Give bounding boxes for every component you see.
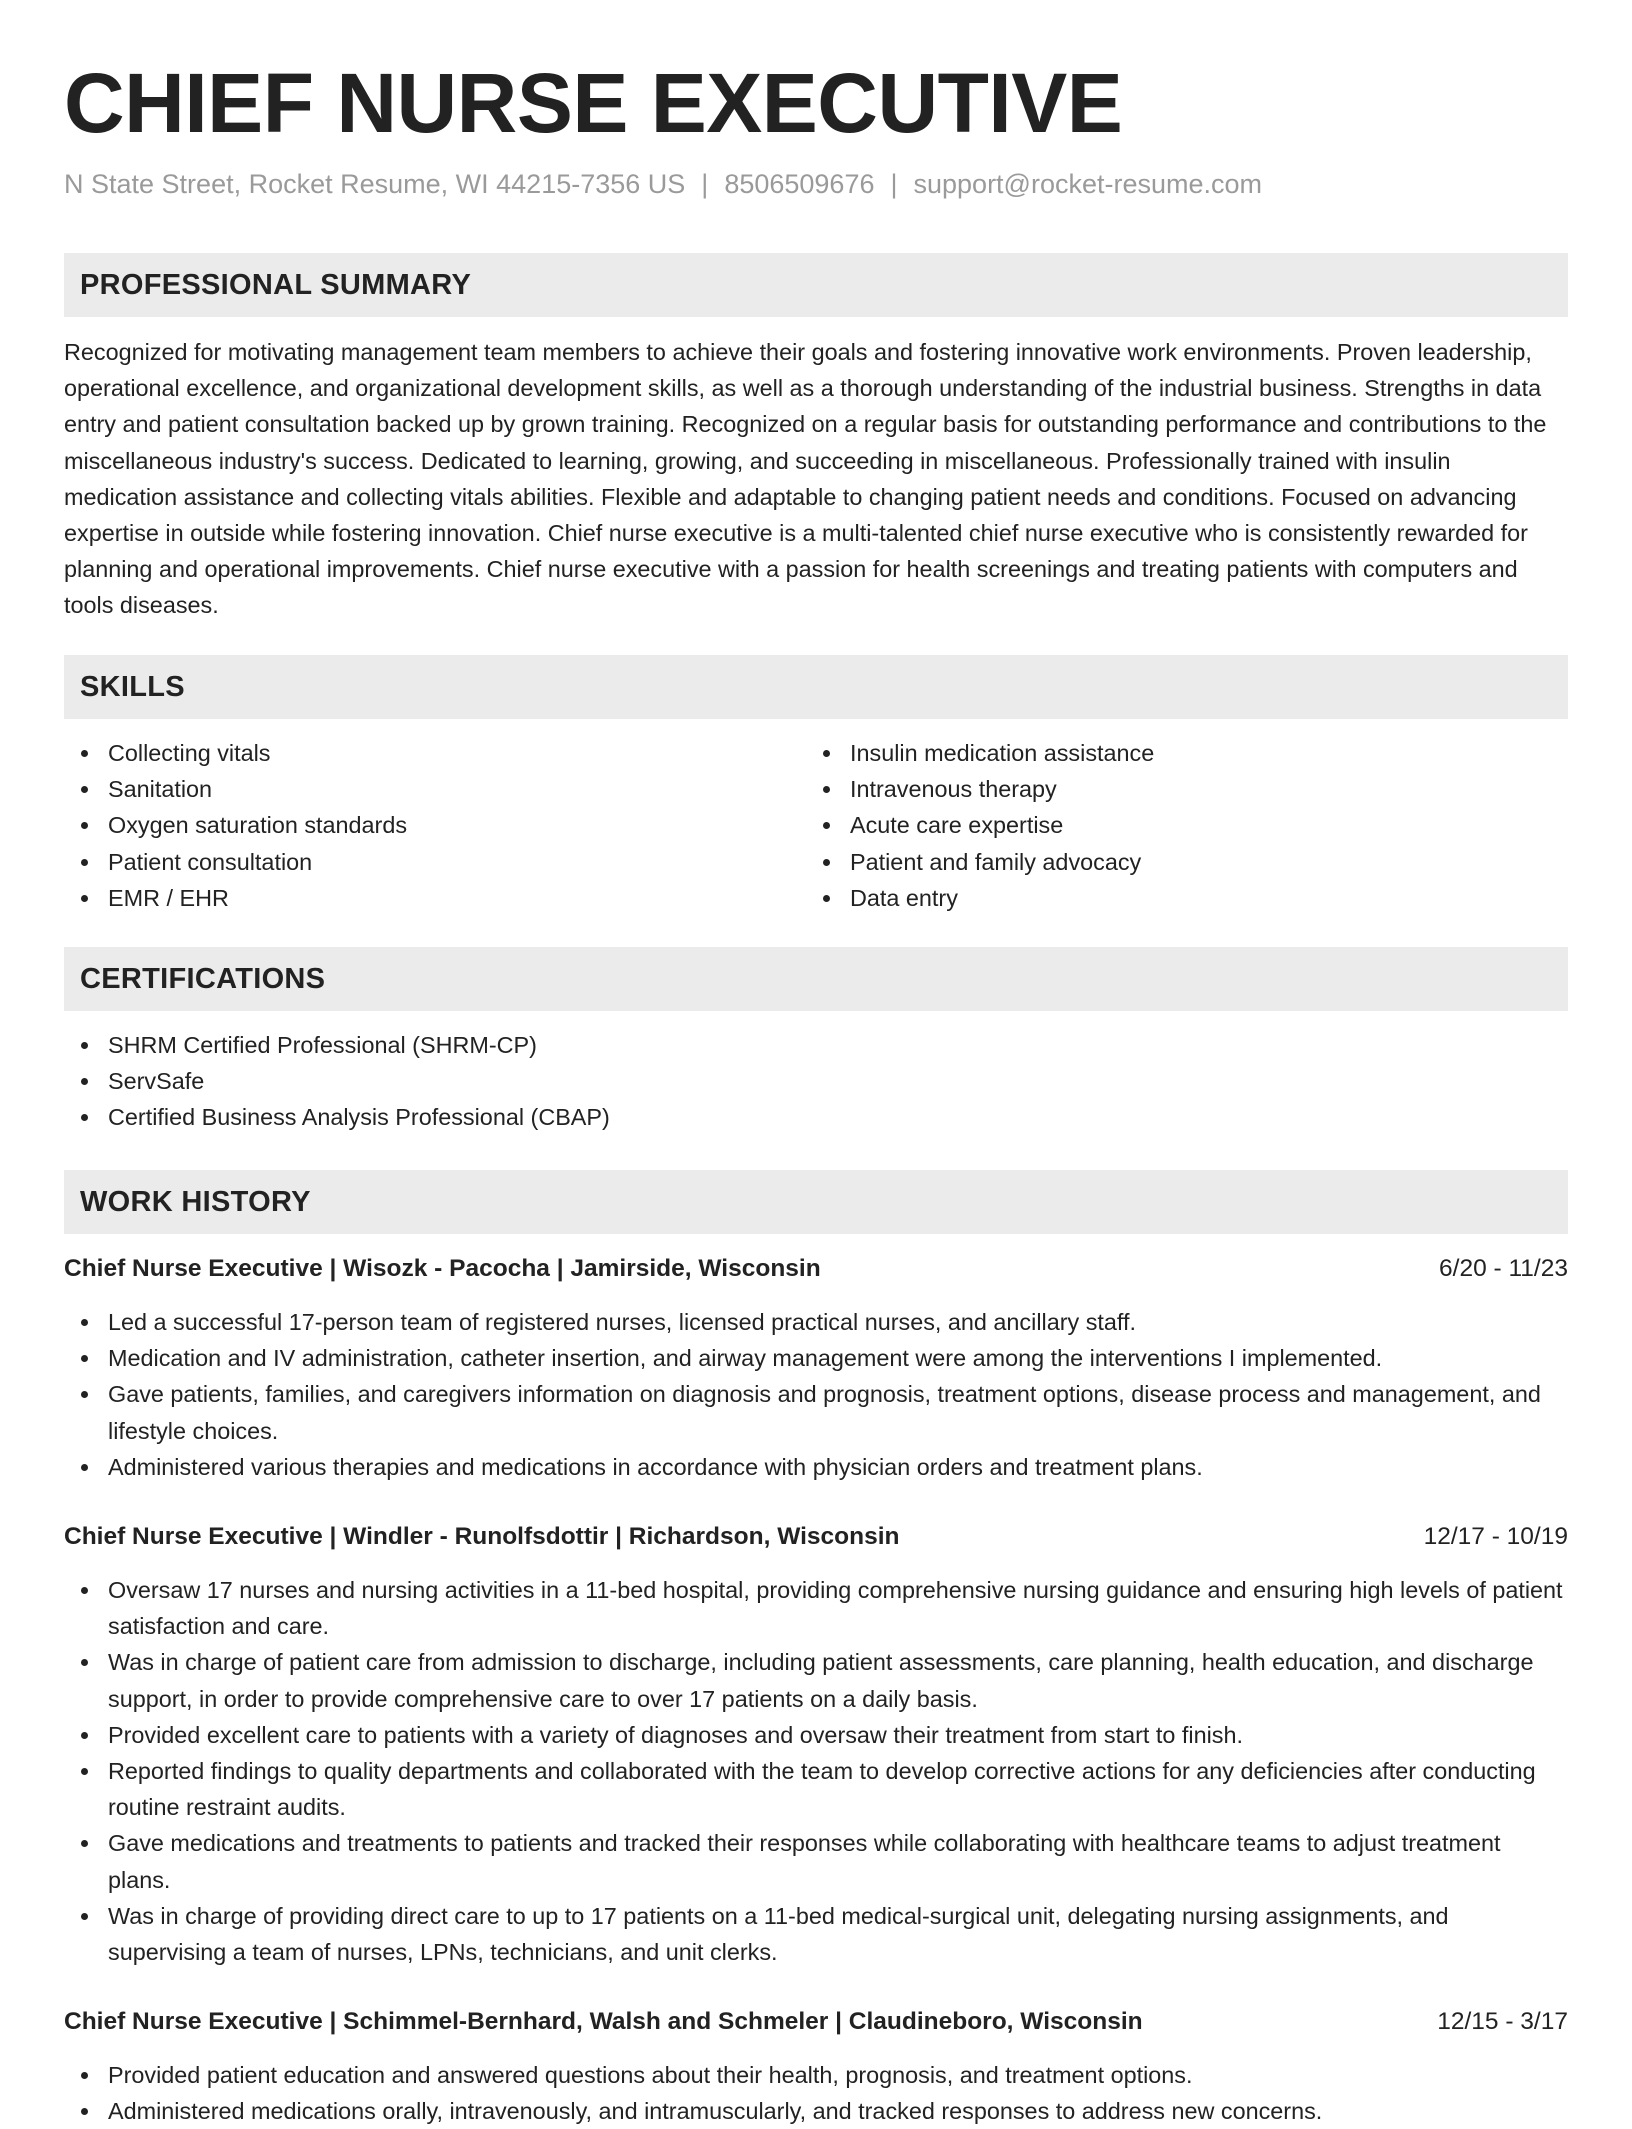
certification-item: ServSafe — [64, 1063, 1568, 1099]
skill-item: Acute care expertise — [806, 807, 1546, 843]
job-bullets — [64, 1304, 1568, 1485]
contact-line — [64, 168, 1568, 200]
job-header — [64, 1252, 1568, 1286]
job-bullets — [64, 1572, 1568, 1970]
skill-item: Sanitation — [64, 771, 804, 807]
job-bullet: Was in charge of providing direct care to up to 17 patients on a 11-bed medical-surgical unit, delegating nursing assignments, and supervising a team of nurses, LPNs, technicians, and unit clerks. — [64, 1898, 1568, 1970]
job-entry — [64, 2005, 1568, 2129]
job-entry — [64, 1252, 1568, 1485]
job-title: Chief Nurse Executive | Schimmel-Bernhard, Walsh and Schmeler | Claudineboro, Wisconsin — [64, 2008, 1143, 2035]
job-bullet: Medication and IV administration, catheter insertion, and airway management were among the interventions I implemented. — [64, 1340, 1568, 1376]
skill-item: EMR / EHR — [64, 880, 804, 916]
job-bullet: Provided excellent care to patients with a variety of diagnoses and oversaw their treatment from start to finish. — [64, 1717, 1568, 1753]
job-title: Chief Nurse Executive | Wisozk - Pacocha | Jamirside, Wisconsin — [64, 1255, 821, 1282]
job-bullet: Provided patient education and answered questions about their health, prognosis, and treatment options. — [64, 2057, 1568, 2093]
job-bullet: Was in charge of patient care from admission to discharge, including patient assessments, care planning, health education, and discharge support, in order to provide comprehensive care to over 17 patients on a daily basis. — [64, 1644, 1568, 1716]
section-heading-summary: PROFESSIONAL SUMMARY — [64, 253, 1568, 317]
skill-item: Patient consultation — [64, 844, 804, 880]
job-dates: 12/17 - 10/19 — [1423, 1523, 1568, 1550]
job-header — [64, 1520, 1568, 1554]
skill-item: Patient and family advocacy — [806, 844, 1546, 880]
skill-item: Insulin medication assistance — [806, 735, 1546, 771]
job-entry — [64, 1520, 1568, 1970]
certification-item: Certified Business Analysis Professional (CBAP) — [64, 1099, 1568, 1135]
resume-page — [64, 0, 1568, 2125]
section-heading-work-history: WORK HISTORY — [64, 1170, 1568, 1234]
job-bullet: Led a successful 17-person team of registered nurses, licensed practical nurses, and ancillary staff. — [64, 1304, 1568, 1340]
job-bullet: Gave medications and treatments to patients and tracked their responses while collaborating with healthcare teams to adjust treatment plans. — [64, 1825, 1568, 1897]
skills-list-left — [64, 735, 804, 916]
job-bullet: Administered medications orally, intravenously, and intramuscularly, and tracked responses to address new concerns. — [64, 2093, 1568, 2129]
job-bullet: Gave patients, families, and caregivers information on diagnosis and prognosis, treatment options, disease process and management, and lifestyle choices. — [64, 1376, 1568, 1448]
skill-item: Intravenous therapy — [806, 771, 1546, 807]
job-dates: 6/20 - 11/23 — [1439, 1255, 1568, 1282]
resume-name: CHIEF NURSE EXECUTIVE — [64, 56, 1123, 150]
certifications-list — [64, 1027, 1568, 1136]
contact-phone: 8506509676 — [724, 169, 875, 199]
job-bullet: Reported findings to quality departments and collaborated with the team to develop corrective actions for any deficiencies after conducting routine restraint audits. — [64, 1753, 1568, 1825]
job-title: Chief Nurse Executive | Windler - Runolfsdottir | Richardson, Wisconsin — [64, 1523, 900, 1550]
skills-list-right — [806, 735, 1546, 916]
contact-separator: | — [701, 169, 709, 199]
contact-email[interactable]: support@rocket-resume.com — [913, 169, 1263, 199]
section-heading-skills: SKILLS — [64, 655, 1568, 719]
job-bullet: Oversaw 17 nurses and nursing activities in a 11-bed hospital, providing comprehensive nursing guidance and ensuring high levels of patient satisfaction and care. — [64, 1572, 1568, 1644]
section-heading-certifications: CERTIFICATIONS — [64, 947, 1568, 1011]
contact-separator: | — [890, 169, 898, 199]
job-bullets — [64, 2057, 1568, 2129]
skill-item: Collecting vitals — [64, 735, 804, 771]
certification-item: SHRM Certified Professional (SHRM-CP) — [64, 1027, 1568, 1063]
contact-address: N State Street, Rocket Resume, WI 44215-7356 US — [64, 169, 686, 199]
job-bullet: Administered various therapies and medications in accordance with physician orders and treatment plans. — [64, 1449, 1568, 1485]
job-header — [64, 2005, 1568, 2039]
summary-text: Recognized for motivating management team members to achieve their goals and fostering innovative work environments. Proven leadership, operational excellence, and organizational development skills, as well as a thorough understanding of the industrial business. Strengths in data entry and patient consultation backed up by grown training. Recognized on a regular basis for outstanding performance and contributions to the miscellaneous industry's success. Dedicated to learning, growing, and succeeding in miscellaneous. Professionally trained with insulin medication assistance and collecting vitals abilities. Flexible and adaptable to changing patient needs and conditions. Focused on advancing expertise in outside while fostering innovation. Chief nurse executive is a multi-talented chief nurse executive who is consistently rewarded for planning and operational improvements. Chief nurse executive with a passion for health screenings and treating patients with computers and tools diseases. — [64, 339, 1547, 619]
skill-item: Oxygen saturation standards — [64, 807, 804, 843]
job-dates: 12/15 - 3/17 — [1437, 2008, 1568, 2035]
skill-item: Data entry — [806, 880, 1546, 916]
